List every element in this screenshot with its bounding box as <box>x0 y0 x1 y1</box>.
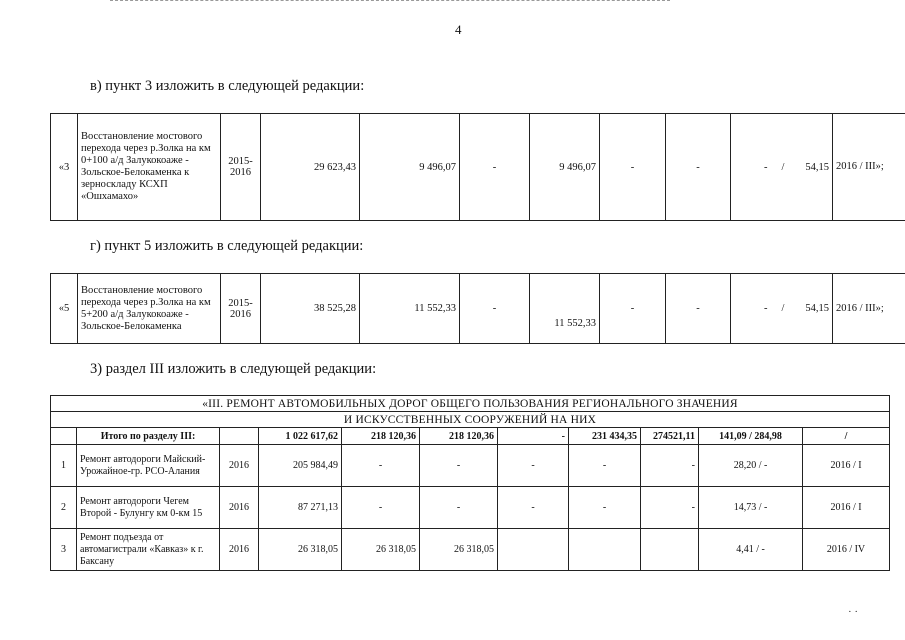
value-cell: - <box>600 274 666 344</box>
value-cell: 11 552,33 <box>530 274 600 344</box>
slash-cell: / <box>771 114 796 221</box>
total-completion: / <box>803 428 890 445</box>
value-cell: - <box>569 487 641 529</box>
section-subtitle-row <box>51 412 890 428</box>
value-cell <box>498 529 569 571</box>
table-section-3 <box>50 395 890 571</box>
value-cell <box>569 529 641 571</box>
heading-item-3: в) пункт 3 изложить в следующей редакции: <box>90 78 365 94</box>
years-cell: 2015-2016 <box>221 274 261 344</box>
total-cost-cell: 29 623,43 <box>261 114 360 221</box>
total-cost-cell: 205 984,49 <box>259 445 342 487</box>
heading-item-5: г) пункт 5 изложить в следующей редакции: <box>90 238 364 254</box>
value-cell: - <box>342 445 420 487</box>
value-cell: - <box>731 114 771 221</box>
year-cell: 2016 <box>220 487 259 529</box>
object-name: Ремонт подъезда от автомагистрали «Кавказ» к г. Баксану <box>77 529 220 571</box>
value-cell: 11 552,33 <box>360 274 460 344</box>
total-empty-cell <box>51 428 77 445</box>
completion-cell: 2016 / IV <box>803 529 890 571</box>
total-cost-cell: 26 318,05 <box>259 529 342 571</box>
section-subtitle: И ИСКУССТВЕННЫХ СООРУЖЕНИЙ НА НИХ <box>51 412 890 428</box>
object-name: Ремонт автодороги Чегем Второй - Булунгу км 0-км 15 <box>77 487 220 529</box>
year-cell: 2016 <box>220 529 259 571</box>
value-cell: - <box>666 114 731 221</box>
length-cell: 14,73 / - <box>699 487 803 529</box>
value-cell: - <box>460 114 530 221</box>
row-number: 1 <box>51 445 77 487</box>
total-cost-cell: 87 271,13 <box>259 487 342 529</box>
value-cell: 9 496,07 <box>360 114 460 221</box>
total-empty-cell <box>220 428 259 445</box>
table-item-5 <box>50 273 905 344</box>
value-cell: - <box>731 274 771 344</box>
length-cell: 4,41 / - <box>699 529 803 571</box>
table-row <box>51 114 905 221</box>
value-cell: - <box>420 445 498 487</box>
total-value: 231 434,35 <box>569 428 641 445</box>
heading-section-3: 3) раздел III изложить в следующей редакции: <box>90 361 377 377</box>
value-cell: - <box>641 445 699 487</box>
length-cell: 54,15 <box>796 114 833 221</box>
value-cell: - <box>342 487 420 529</box>
value-cell: - <box>666 274 731 344</box>
slash-cell: / <box>771 274 796 344</box>
value-cell: - <box>460 274 530 344</box>
years-cell: 2015-2016 <box>221 114 261 221</box>
corner-mark: · · <box>848 606 859 618</box>
total-label: Итого по разделу III: <box>77 428 220 445</box>
section-title: «III. РЕМОНТ АВТОМОБИЛЬНЫХ ДОРОГ ОБЩЕГО ПОЛЬЗОВАНИЯ РЕГИОНАЛЬНОГО ЗНАЧЕНИЯ <box>51 396 890 412</box>
value-cell: - <box>569 445 641 487</box>
row-number: «3 <box>51 114 78 221</box>
total-length: 141,09 / 284,98 <box>699 428 803 445</box>
total-value: - <box>498 428 569 445</box>
total-value: 274521,11 <box>641 428 699 445</box>
scan-edge-artifact <box>110 0 670 2</box>
length-cell: 28,20 / - <box>699 445 803 487</box>
page-number: 4 <box>455 22 462 37</box>
length-cell: 54,15 <box>796 274 833 344</box>
value-cell: - <box>600 114 666 221</box>
completion-cell: 2016 / III»; <box>833 114 905 221</box>
value-cell: - <box>420 487 498 529</box>
table-row <box>51 274 905 344</box>
value-cell: - <box>498 487 569 529</box>
section-title-row <box>51 396 890 412</box>
value-cell: 26 318,05 <box>342 529 420 571</box>
total-value: 218 120,36 <box>342 428 420 445</box>
value-cell: 9 496,07 <box>530 114 600 221</box>
completion-cell: 2016 / I <box>803 445 890 487</box>
table-row <box>51 445 890 487</box>
object-name: Восстановление мостового перехода через р.Золка на км 0+100 а/д Залукокоаже - Зольское-Белокаменка к зерноскладу КСХП «Ошхамахо» <box>78 114 221 221</box>
object-name: Ремонт автодороги Майский-Урожайное-гр. РСО-Алания <box>77 445 220 487</box>
table-row <box>51 529 890 571</box>
table-item-3 <box>50 113 905 221</box>
row-number: 2 <box>51 487 77 529</box>
total-row <box>51 428 890 445</box>
total-cost-cell: 38 525,28 <box>261 274 360 344</box>
object-name: Восстановление мостового перехода через р.Золка на км 5+200 а/д Залукокоаже - Зольское-Белокаменка <box>78 274 221 344</box>
row-number: «5 <box>51 274 78 344</box>
row-number: 3 <box>51 529 77 571</box>
value-cell: 26 318,05 <box>420 529 498 571</box>
table-row <box>51 487 890 529</box>
total-value: 218 120,36 <box>420 428 498 445</box>
completion-cell: 2016 / III»; <box>833 274 905 344</box>
year-cell: 2016 <box>220 445 259 487</box>
total-value: 1 022 617,62 <box>259 428 342 445</box>
value-cell: - <box>641 487 699 529</box>
value-cell: - <box>498 445 569 487</box>
completion-cell: 2016 / I <box>803 487 890 529</box>
value-cell <box>641 529 699 571</box>
